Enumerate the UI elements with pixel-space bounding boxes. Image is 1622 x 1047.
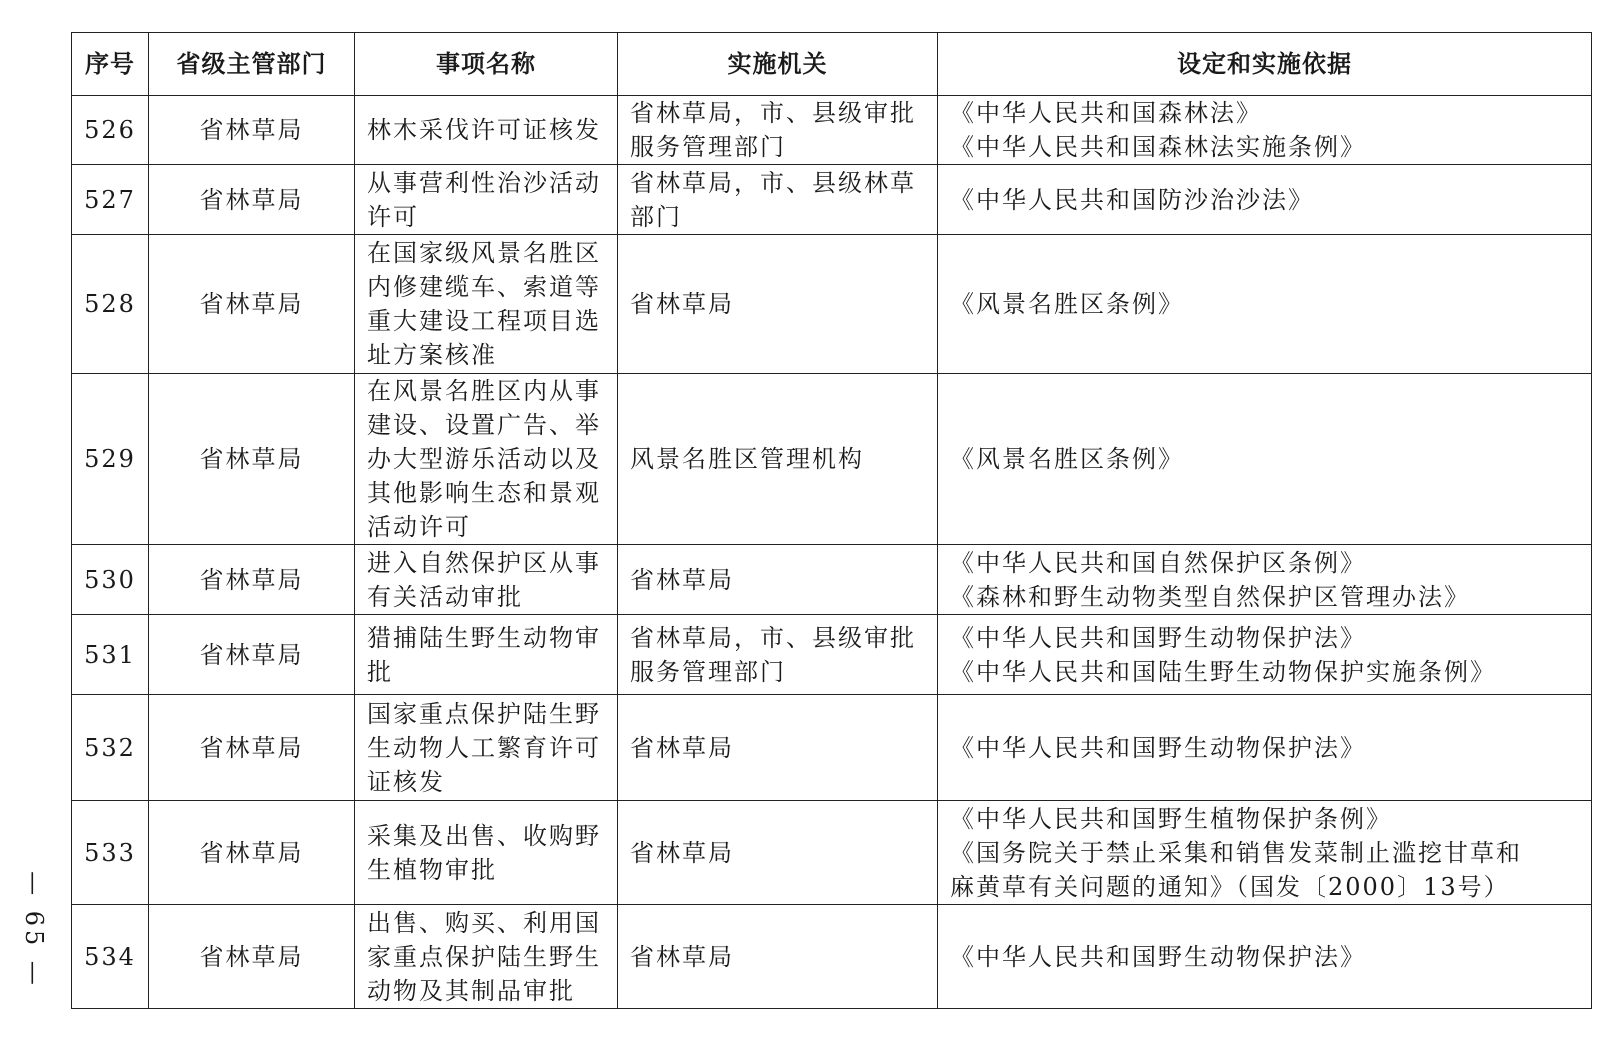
basis-line: 《中华人民共和国野生动物保护法》 (950, 942, 1366, 971)
table-row (72, 235, 1592, 374)
row-number: 528 (72, 235, 149, 374)
table-row (72, 615, 1592, 695)
row-item (355, 96, 618, 165)
table-row (72, 801, 1592, 905)
row-item (355, 545, 618, 615)
row-agency (618, 615, 938, 695)
page-number-text: — 65 — (20, 871, 49, 989)
table-row (72, 165, 1592, 235)
row-agency (618, 96, 938, 165)
row-dept: 省林草局 (149, 615, 355, 695)
table-header-row (72, 33, 1592, 96)
row-item (355, 165, 618, 235)
row-agency-text: 省林草局，市、县级林草部门 (630, 168, 916, 231)
row-item-text: 从事营利性治沙活动许可 (367, 168, 601, 231)
row-number: 533 (72, 801, 149, 905)
basis-line: 《中华人民共和国野生动物保护法》 (950, 623, 1366, 652)
row-dept: 省林草局 (149, 165, 355, 235)
row-basis (938, 235, 1592, 374)
row-item (355, 235, 618, 374)
row-basis (938, 905, 1592, 1009)
row-basis (938, 615, 1592, 695)
row-agency (618, 165, 938, 235)
row-dept: 省林草局 (149, 545, 355, 615)
row-agency (618, 545, 938, 615)
table-row (72, 96, 1592, 165)
row-basis (938, 545, 1592, 615)
row-item (355, 374, 618, 545)
row-item-text: 进入自然保护区从事有关活动审批 (367, 548, 601, 611)
row-dept: 省林草局 (149, 905, 355, 1009)
row-number: 534 (72, 905, 149, 1009)
row-agency-text: 省林草局 (630, 290, 734, 318)
basis-line: 《中华人民共和国防沙治沙法》 (950, 185, 1314, 214)
row-item (355, 615, 618, 695)
row-number: 530 (72, 545, 149, 615)
basis-line: 麻黄草有关问题的通知》（国发〔2000〕13号） (950, 872, 1510, 901)
basis-line: 《中华人民共和国自然保护区条例》 (950, 548, 1366, 577)
row-agency (618, 235, 938, 374)
basis-line: 《风景名胜区条例》 (950, 290, 1184, 318)
approval-items-table (71, 32, 1592, 1009)
row-item-text: 猎捕陆生野生动物审批 (367, 623, 601, 686)
row-basis (938, 374, 1592, 545)
row-item (355, 801, 618, 905)
row-item-text: 国家重点保护陆生野生动物人工繁育许可证核发 (367, 699, 601, 796)
row-agency-text: 省林草局，市、县级审批服务管理部门 (630, 99, 916, 161)
row-agency (618, 801, 938, 905)
row-basis (938, 165, 1592, 235)
row-agency-text: 省林草局，市、县级审批服务管理部门 (630, 623, 916, 686)
row-basis (938, 801, 1592, 905)
header-basis: 设定和实施依据 (938, 33, 1592, 96)
page-number (18, 870, 50, 990)
table-row (72, 695, 1592, 801)
row-basis (938, 695, 1592, 801)
table-row (72, 905, 1592, 1009)
basis-line: 《风景名胜区条例》 (950, 445, 1184, 473)
row-number: 526 (72, 96, 149, 165)
header-dept: 省级主管部门 (149, 33, 355, 96)
header-agency: 实施机关 (618, 33, 938, 96)
row-agency-text: 省林草局 (630, 565, 734, 594)
header-item: 事项名称 (355, 33, 618, 96)
row-agency (618, 374, 938, 545)
row-agency (618, 905, 938, 1009)
row-agency-text: 风景名胜区管理机构 (630, 445, 864, 473)
row-item (355, 695, 618, 801)
basis-line: 《中华人民共和国森林法实施条例》 (950, 133, 1366, 161)
basis-line: 《中华人民共和国森林法》 (950, 99, 1262, 127)
row-agency-text: 省林草局 (630, 942, 734, 971)
row-dept: 省林草局 (149, 695, 355, 801)
row-item-text: 在国家级风景名胜区内修建缆车、索道等重大建设工程项目选址方案核准 (367, 239, 601, 369)
basis-line: 《中华人民共和国陆生野生动物保护实施条例》 (950, 657, 1496, 686)
row-item-text: 在风景名胜区内从事建设、设置广告、举办大型游乐活动以及其他影响生态和景观活动许可 (367, 377, 601, 541)
basis-line: 《中华人民共和国野生植物保护条例》 (950, 804, 1392, 833)
row-number: 527 (72, 165, 149, 235)
row-dept: 省林草局 (149, 801, 355, 905)
basis-line: 《森林和野生动物类型自然保护区管理办法》 (950, 582, 1470, 611)
row-dept: 省林草局 (149, 235, 355, 374)
row-item-text: 林木采伐许可证核发 (367, 116, 601, 144)
row-basis (938, 96, 1592, 165)
row-number: 532 (72, 695, 149, 801)
row-agency-text: 省林草局 (630, 838, 734, 867)
row-item-text: 出售、购买、利用国家重点保护陆生野生动物及其制品审批 (367, 908, 601, 1005)
row-agency (618, 695, 938, 801)
row-dept: 省林草局 (149, 96, 355, 165)
table-row (72, 545, 1592, 615)
header-no: 序号 (72, 33, 149, 96)
basis-line: 《国务院关于禁止采集和销售发菜制止滥挖甘草和 (950, 838, 1522, 867)
row-dept: 省林草局 (149, 374, 355, 545)
row-agency-text: 省林草局 (630, 733, 734, 762)
table-row (72, 374, 1592, 545)
basis-line: 《中华人民共和国野生动物保护法》 (950, 733, 1366, 762)
row-number: 529 (72, 374, 149, 545)
row-item (355, 905, 618, 1009)
row-number: 531 (72, 615, 149, 695)
row-item-text: 采集及出售、收购野生植物审批 (367, 821, 601, 884)
